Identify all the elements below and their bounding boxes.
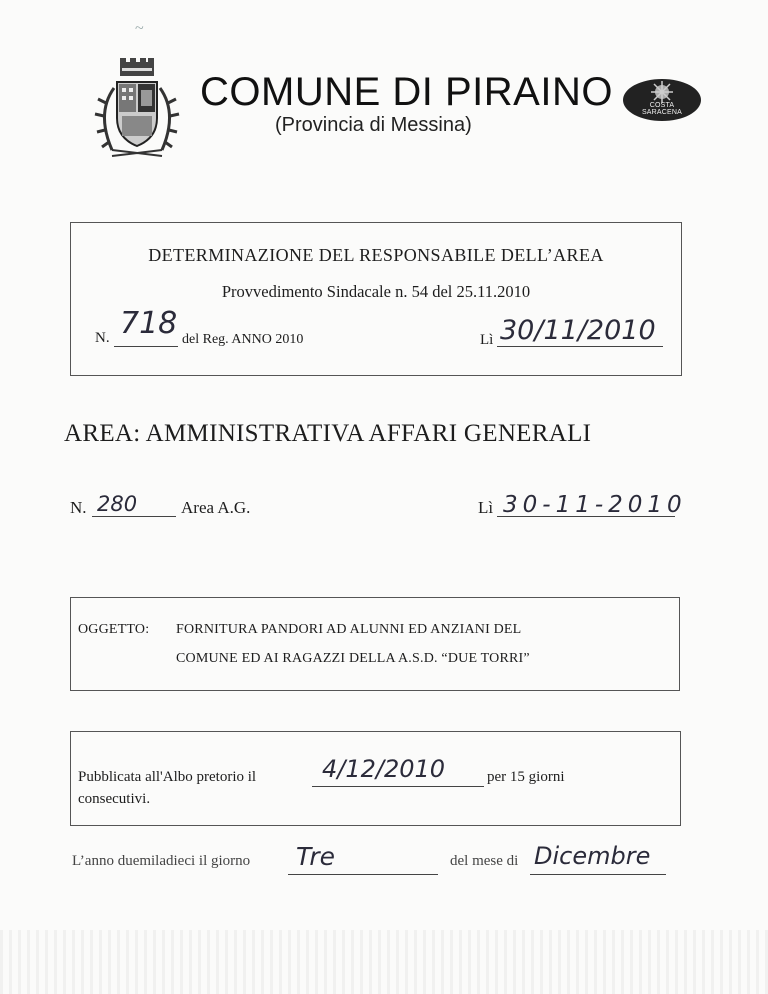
oggetto-line-2: COMUNE ED AI RAGAZZI DELLA A.S.D. “DUE TORRI” bbox=[176, 651, 530, 666]
det-date-value: 30/11/2010 bbox=[500, 315, 656, 346]
provvedimento-text: Provvedimento Sindacale n. 54 del 25.11.2010 bbox=[221, 282, 531, 301]
scan-noise bbox=[0, 930, 768, 994]
seal-text: COSTA SARACENA bbox=[641, 102, 683, 116]
pubblicazione-date-value: 4/12/2010 bbox=[322, 755, 446, 783]
giorno-line bbox=[288, 874, 438, 875]
mese-line bbox=[530, 874, 666, 875]
area-number-label: N. bbox=[70, 498, 87, 517]
det-number-line bbox=[114, 346, 178, 347]
mese-value: Dicembre bbox=[534, 842, 651, 870]
det-date-label: Lì bbox=[480, 332, 494, 348]
area-number-value: 280 bbox=[97, 492, 138, 516]
giorno-value: Tre bbox=[296, 842, 335, 871]
oggetto-box bbox=[70, 597, 680, 691]
det-date-line bbox=[497, 346, 663, 347]
pubblicazione-text-1: Pubblicata all'Albo pretorio il bbox=[78, 769, 257, 785]
area-number-line bbox=[92, 516, 176, 517]
seal-logo-icon bbox=[622, 78, 702, 123]
area-date-label: Lì bbox=[478, 498, 494, 517]
determinazione-title: DETERMINAZIONE DEL RESPONSABILE DELL’AREA bbox=[148, 245, 604, 265]
pubblicazione-date-line bbox=[312, 786, 484, 787]
oggetto-label: OGGETTO: bbox=[78, 622, 150, 637]
det-number-label: N. bbox=[95, 330, 110, 346]
area-label: Area A.G. bbox=[181, 498, 251, 517]
det-number-value: 718 bbox=[120, 306, 178, 341]
coat-of-arms-icon bbox=[92, 58, 182, 163]
pubblicazione-text-2: per 15 giorni bbox=[487, 769, 565, 785]
oggetto-line-1: FORNITURA PANDORI AD ALUNNI ED ANZIANI DEL bbox=[176, 622, 522, 637]
area-title: AREA: AMMINISTRATIVA AFFARI GENERALI bbox=[64, 420, 592, 447]
det-reg-label: del Reg. ANNO 2010 bbox=[182, 332, 304, 347]
anno-text: L’anno duemiladieci il giorno bbox=[72, 853, 251, 869]
page-title: COMUNE DI PIRAINO bbox=[200, 70, 613, 114]
page-subtitle: (Provincia di Messina) bbox=[275, 114, 472, 136]
area-date-value: 30-11-2010 bbox=[503, 492, 687, 518]
stray-mark: ~ bbox=[135, 20, 144, 37]
pubblicazione-text-3: consecutivi. bbox=[78, 791, 151, 807]
mese-text: del mese di bbox=[450, 853, 519, 869]
